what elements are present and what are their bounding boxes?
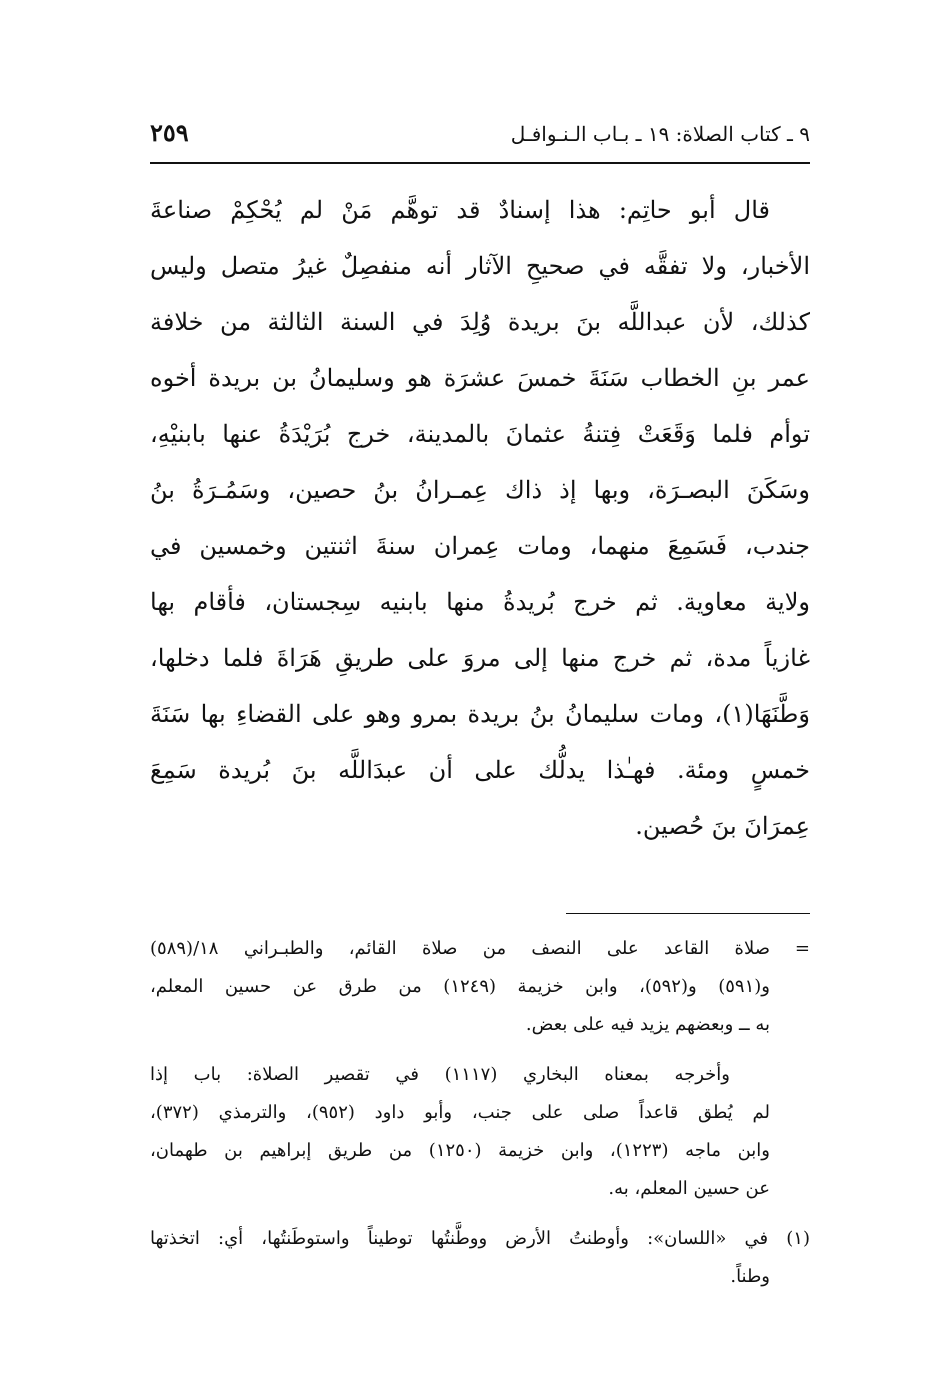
footnote-line: عن حسين المعلم، به.	[608, 1178, 770, 1199]
main-text-line: توأم فلما وَقَعَتْ فِتنةُ عثمانَ بالمدينة، خرج بُرَيْدَةُ عنها بابنيْهِ،	[150, 420, 810, 448]
continuation-marker: =	[794, 938, 810, 959]
footnote-divider	[566, 913, 810, 914]
running-header-title: ٩ ـ كتاب الصلاة: ١٩ ـ بـاب الـنـوافـل	[510, 122, 810, 146]
main-text-line: عِمرَانَ بنَ حُصين.	[635, 812, 810, 840]
footnote-paragraph	[150, 1056, 810, 1208]
footnote-line	[150, 930, 810, 968]
footnote-continued	[150, 930, 810, 1044]
main-text-line: جندب، فَسَمِعَ منهما، ومات عِمران سنةَ اثنتين وخمسين في	[150, 532, 810, 560]
footnote-line: وطناً.	[730, 1266, 770, 1287]
main-text-line: خمسٍ ومئة. فهـٰذا يدلُّك على أن عبدَاللَّه بنَ بُريدة سَمِعَ	[150, 756, 810, 784]
main-text-line: وسَكَنَ البصـرَة، وبها إذ ذاك عِمـرانُ بنُ حصين، وسَمُـرَةُ بنُ	[150, 476, 810, 504]
footnote-line: (١) في «اللسان»: وأوطنتُ الأرض ووطَّنتُها توطيناً واستوطَنتُها، أي: اتخذتها	[150, 1228, 810, 1249]
page-number: ٢٥٩	[150, 118, 189, 147]
main-text-line: قال أبو حاتِم: هذا إسنادٌ قد توهَّم مَنْ لم يُحْكِمْ صناعةَ	[150, 196, 770, 224]
footnote-line: لم يُطق قاعداً صلى على جنب، وأبو داود (٩٥٢)، والترمذي (٣٧٢)،	[150, 1102, 770, 1123]
main-text-line: وَطَّنَهَا(١)، ومات سليمانُ بنُ بريدة بمرو وهو على القضاءِ بها سَنَةَ	[150, 700, 810, 728]
main-text-line: كذلك، لأن عبداللَّه بنَ بريدة وُلِدَ في السنة الثالثة من خلافة	[150, 308, 810, 336]
footnote-line: و(٥٩١) و(٥٩٢)، وابن خزيمة (١٢٤٩) من طرق عن حسين المعلم،	[150, 976, 770, 997]
running-header	[150, 116, 810, 152]
footnote-1	[150, 1220, 810, 1296]
footnote-line: وابن ماجه (١٢٢٣)، وابن خزيمة (١٢٥٠) من طريق إبراهيم بن طهمان،	[150, 1140, 771, 1161]
footnotes-section	[150, 930, 810, 1308]
footnote-line: وأخرجه بمعناه البخاري (١١١٧) في تقصير الصلاة: باب إذا	[150, 1064, 730, 1085]
footnote-line-text: صلاة القاعد على النصف من صلاة القائم، والطبـراني ١٨/(٥٨٩)	[150, 938, 770, 959]
main-text-line: الأخبار، ولا تفقَّه في صحيحِ الآثار أنه منفصِلٌ غيرُ متصل وليس	[150, 252, 810, 280]
main-text-line: عمر بنِ الخطاب سَنَةَ خمسَ عشرَة هو وسليمانُ بن بريدة أخوه	[150, 364, 810, 392]
main-text-line: ولاية معاوية. ثم خرج بُريدةُ منها بابنيه سِجستان، فأقام بها	[150, 588, 810, 616]
footnote-line: به ــ وبعضهم يزيد فيه على بعض.	[525, 1014, 770, 1035]
main-text-body	[150, 182, 810, 854]
header-divider	[150, 162, 810, 164]
main-text-line: غازياً مدة، ثم خرج منها إلى مروَ على طريقِ هَرَاةَ فلما دخلها،	[150, 644, 810, 672]
